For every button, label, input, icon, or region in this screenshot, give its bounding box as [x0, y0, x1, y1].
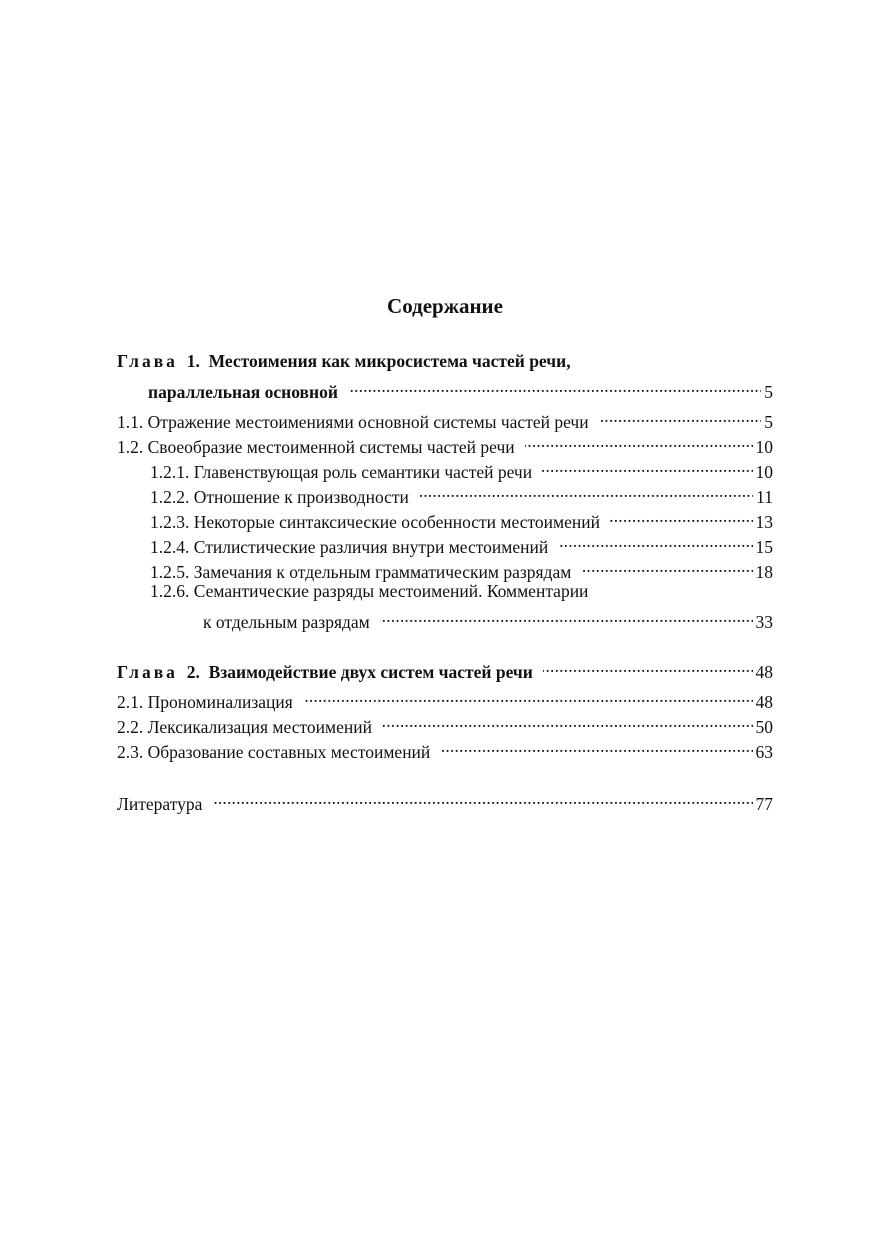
section-number: 1.1. [117, 412, 144, 432]
section-number: 2.2. [117, 717, 144, 737]
section-title-continued: к отдельным разрядам [203, 612, 370, 632]
section-title: Прономинализация [147, 692, 293, 712]
dot-leader [382, 709, 753, 733]
page-number: 15 [755, 537, 773, 557]
section-title: Семантические разряды местоимений. Комментарии [193, 581, 589, 601]
section-title: Главенствующая роль семантики частей речи [193, 462, 533, 482]
page-number: 5 [764, 412, 773, 432]
chapter-number: 1. [186, 351, 200, 371]
toc-entry-2-2[interactable] [117, 709, 773, 737]
section-title: Образование составных местоимений [147, 742, 431, 762]
page-number: 33 [755, 612, 773, 632]
page-number: 77 [755, 794, 773, 814]
dot-leader [525, 429, 753, 453]
section-title: Своеобразие местоименной системы частей речи [147, 437, 515, 457]
dot-leader [599, 404, 762, 428]
section-title: Отражение местоимениями основной системы частей речи [147, 412, 589, 432]
toc-entry-2-1[interactable] [117, 684, 773, 712]
section-number: 1.2.6. [150, 581, 190, 601]
section-title: Замечания к отдельным грамматическим разрядам [193, 562, 572, 582]
section-title: Лексикализация местоимений [147, 717, 372, 737]
page-number: 18 [755, 562, 773, 582]
toc-entry-1-2-3[interactable] [150, 504, 773, 532]
section-title: Отношение к производности [193, 487, 409, 507]
chapter-title-continued: параллельная основной [148, 382, 338, 402]
page-number: 50 [755, 717, 773, 737]
section-number: 2.1. [117, 692, 144, 712]
page-number: 10 [755, 462, 773, 482]
section-number: 1.2.5. [150, 562, 190, 582]
dot-leader [303, 684, 753, 708]
chapter-title: Местоимения как микросистема частей речи, [208, 351, 571, 371]
chapter-label: Глава [117, 351, 178, 371]
dot-leader [558, 529, 752, 553]
dot-leader [348, 374, 761, 398]
section-title: Литература [117, 794, 203, 814]
toc-chapter-2-heading[interactable] [117, 654, 773, 682]
toc-entry-1-2-4[interactable] [150, 529, 773, 557]
section-number: 2.3. [117, 742, 144, 762]
dot-leader [419, 479, 753, 503]
section-number: 1.2.4. [150, 537, 190, 557]
section-number: 1.2.3. [150, 512, 190, 532]
toc-chapter-1-heading[interactable] [117, 349, 571, 373]
dot-leader [380, 604, 753, 628]
section-number: 1.2. [117, 437, 144, 457]
dot-leader [440, 734, 752, 758]
toc-entry-1-1[interactable] [117, 404, 773, 432]
page-number: 10 [755, 437, 773, 457]
chapter-title: Взаимодействие двух систем частей речи [208, 662, 533, 682]
page-number: 48 [755, 692, 773, 712]
toc-entry-1-2-6[interactable] [150, 579, 588, 603]
toc-chapter-1-continuation[interactable] [148, 374, 773, 402]
toc-entry-1-2-5[interactable] [150, 554, 773, 582]
page-number: 5 [764, 382, 773, 402]
section-title: Стилистические различия внутри местоимений [193, 537, 549, 557]
chapter-label: Глава [117, 662, 178, 682]
page-number: 11 [756, 487, 773, 507]
toc-entry-1-2-6-continuation[interactable] [203, 604, 773, 632]
dot-leader [212, 786, 752, 810]
chapter-number: 2. [186, 662, 200, 682]
section-number: 1.2.2. [150, 487, 190, 507]
section-number: 1.2.1. [150, 462, 190, 482]
page-number: 13 [755, 512, 773, 532]
toc-entry-1-2[interactable] [117, 429, 773, 457]
toc-entry-literature[interactable] [117, 786, 773, 814]
section-title: Некоторые синтаксические особенности местоимений [193, 512, 600, 532]
page-number: 63 [755, 742, 773, 762]
toc-entry-1-2-1[interactable] [150, 454, 773, 482]
dot-leader [543, 654, 753, 678]
page-number: 48 [755, 662, 773, 682]
toc-entry-1-2-2[interactable] [150, 479, 773, 507]
dot-leader [610, 504, 753, 528]
dot-leader [581, 554, 752, 578]
dot-leader [542, 454, 752, 478]
page-title: Содержание [387, 294, 503, 318]
toc-entry-2-3[interactable] [117, 734, 773, 762]
